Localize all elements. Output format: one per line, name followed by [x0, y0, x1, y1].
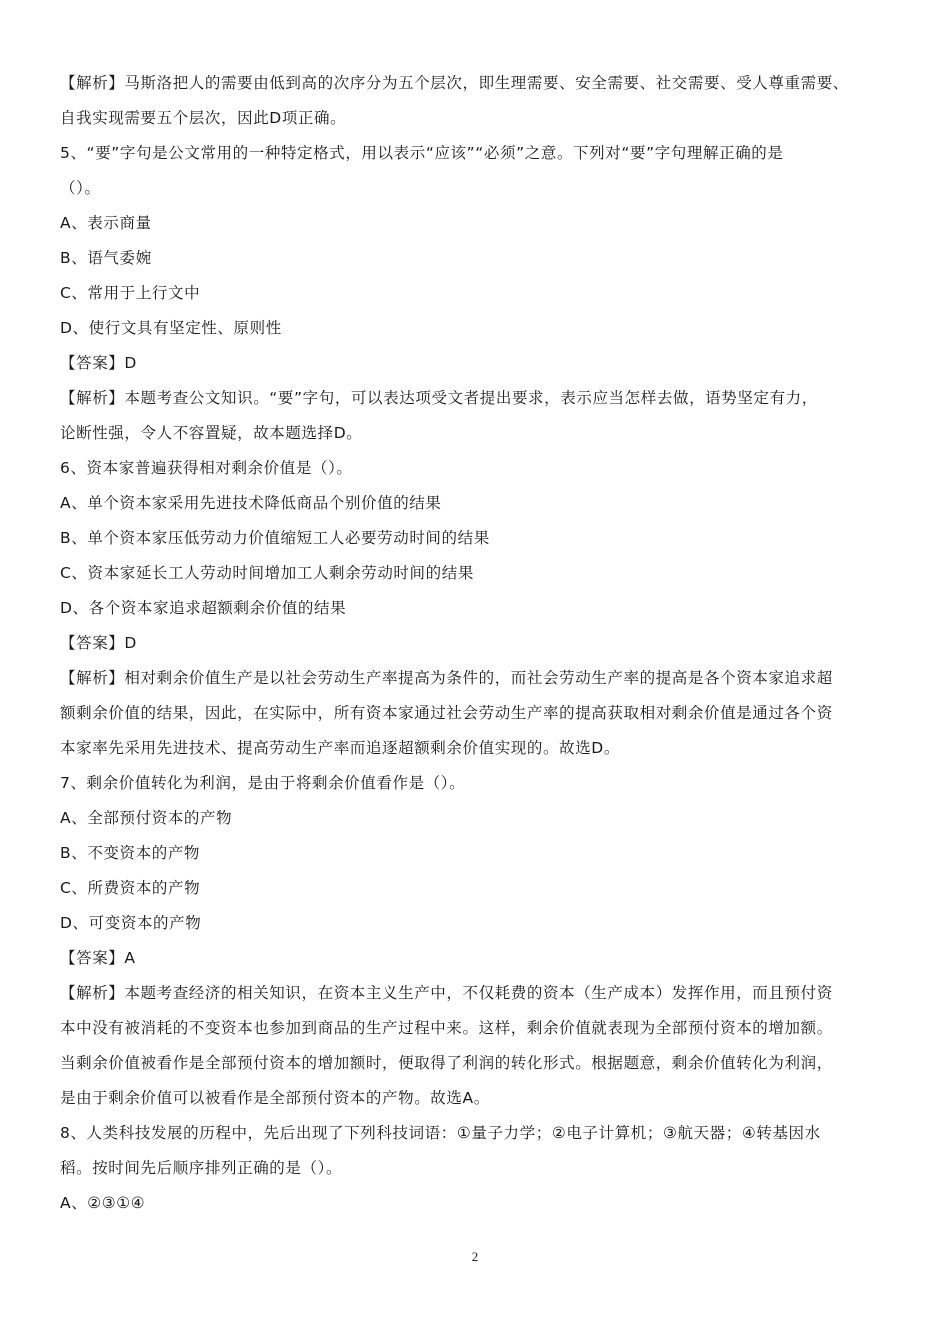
question-7-option-d: D、可变资本的产物	[60, 914, 202, 932]
question-7-option-b: B、不变资本的产物	[60, 844, 201, 862]
analysis-q7-line-4: 是由于剩余价值可以被看作是全部预付资本的产物。故选A。	[60, 1089, 490, 1107]
question-7-option-a: A、全部预付资本的产物	[60, 809, 233, 827]
question-6-answer: 【答案】D	[60, 634, 137, 652]
page-body	[60, 66, 894, 1221]
question-5-option-a: A、表示商量	[60, 214, 152, 232]
analysis-q5-line-1: 【解析】本题考查公文知识。“要”字句，可以表达项受文者提出要求，表示应当怎样去做，语势坚定有力，	[60, 389, 818, 407]
analysis-q7-line-1: 【解析】本题考查经济的相关知识，在资本主义生产中，不仅耗费的资本（生产成本）发挥作用，而且预付资	[60, 984, 833, 1002]
question-6-option-d: D、各个资本家追求超额剩余价值的结果	[60, 599, 347, 617]
question-6-option-a: A、单个资本家采用先进技术降低商品个别价值的结果	[60, 494, 442, 512]
question-5-option-c: C、常用于上行文中	[60, 284, 201, 302]
analysis-q7-line-3: 当剩余价值被看作是全部预付资本的增加额时，便取得了利润的转化形式。根据题意，剩余价值转化为利润，	[60, 1054, 833, 1072]
analysis-q7-line-2: 本中没有被消耗的不变资本也参加到商品的生产过程中来。这样，剩余价值就表现为全部预付资本的增加额。	[60, 1019, 833, 1037]
analysis-q6-line-1: 【解析】相对剩余价值生产是以社会劳动生产率提高为条件的，而社会劳动生产率的提高是各个资本家追求超	[60, 669, 833, 687]
page-number: 2	[471, 1249, 479, 1264]
question-7: 7、剩余价值转化为利润，是由于将剩余价值看作是（）。	[60, 774, 466, 792]
question-6: 6、资本家普遍获得相对剩余价值是（）。	[60, 459, 353, 477]
analysis-q6-line-3: 本家率先采用先进技术、提高劳动生产率而追逐超额剩余价值实现的。故选D。	[60, 739, 620, 757]
analysis-q4-line-2: 自我实现需要五个层次，因此D项正确。	[60, 109, 347, 127]
question-7-answer: 【答案】A	[60, 949, 136, 967]
question-8-option-a: A、②③①④	[60, 1194, 146, 1212]
question-5-option-d: D、使行文具有坚定性、原则性	[60, 319, 282, 337]
question-5-line-2: （）。	[60, 179, 101, 197]
question-5-option-b: B、语气委婉	[60, 249, 152, 267]
question-7-option-c: C、所费资本的产物	[60, 879, 201, 897]
analysis-q5-line-2: 论断性强，令人不容置疑，故本题选择D。	[60, 424, 363, 442]
question-6-option-c: C、资本家延长工人劳动时间增加工人剩余劳动时间的结果	[60, 564, 474, 582]
analysis-q6-line-2: 额剩余价值的结果，因此，在实际中，所有资本家通过社会劳动生产率的提高获取相对剩余价值是通过各个资	[60, 704, 833, 722]
question-8-line-2: 稻。按时间先后顺序排列正确的是（）。	[60, 1159, 343, 1177]
question-5-answer: 【答案】D	[60, 354, 137, 372]
analysis-q4-line-1: 【解析】马斯洛把人的需要由低到高的次序分为五个层次，即生理需要、安全需要、社交需要、受人尊重需要、	[60, 74, 849, 92]
question-5-line-1: 5、“要”字句是公文常用的一种特定格式，用以表示“应该”“必须”之意。下列对“要”字句理解正确的是	[60, 144, 784, 162]
question-8-line-1: 8、人类科技发展的历程中，先后出现了下列科技词语：①量子力学；②电子计算机；③航天器；④转基因水	[60, 1124, 821, 1142]
question-6-option-b: B、单个资本家压低劳动力价值缩短工人必要劳动时间的结果	[60, 529, 490, 547]
